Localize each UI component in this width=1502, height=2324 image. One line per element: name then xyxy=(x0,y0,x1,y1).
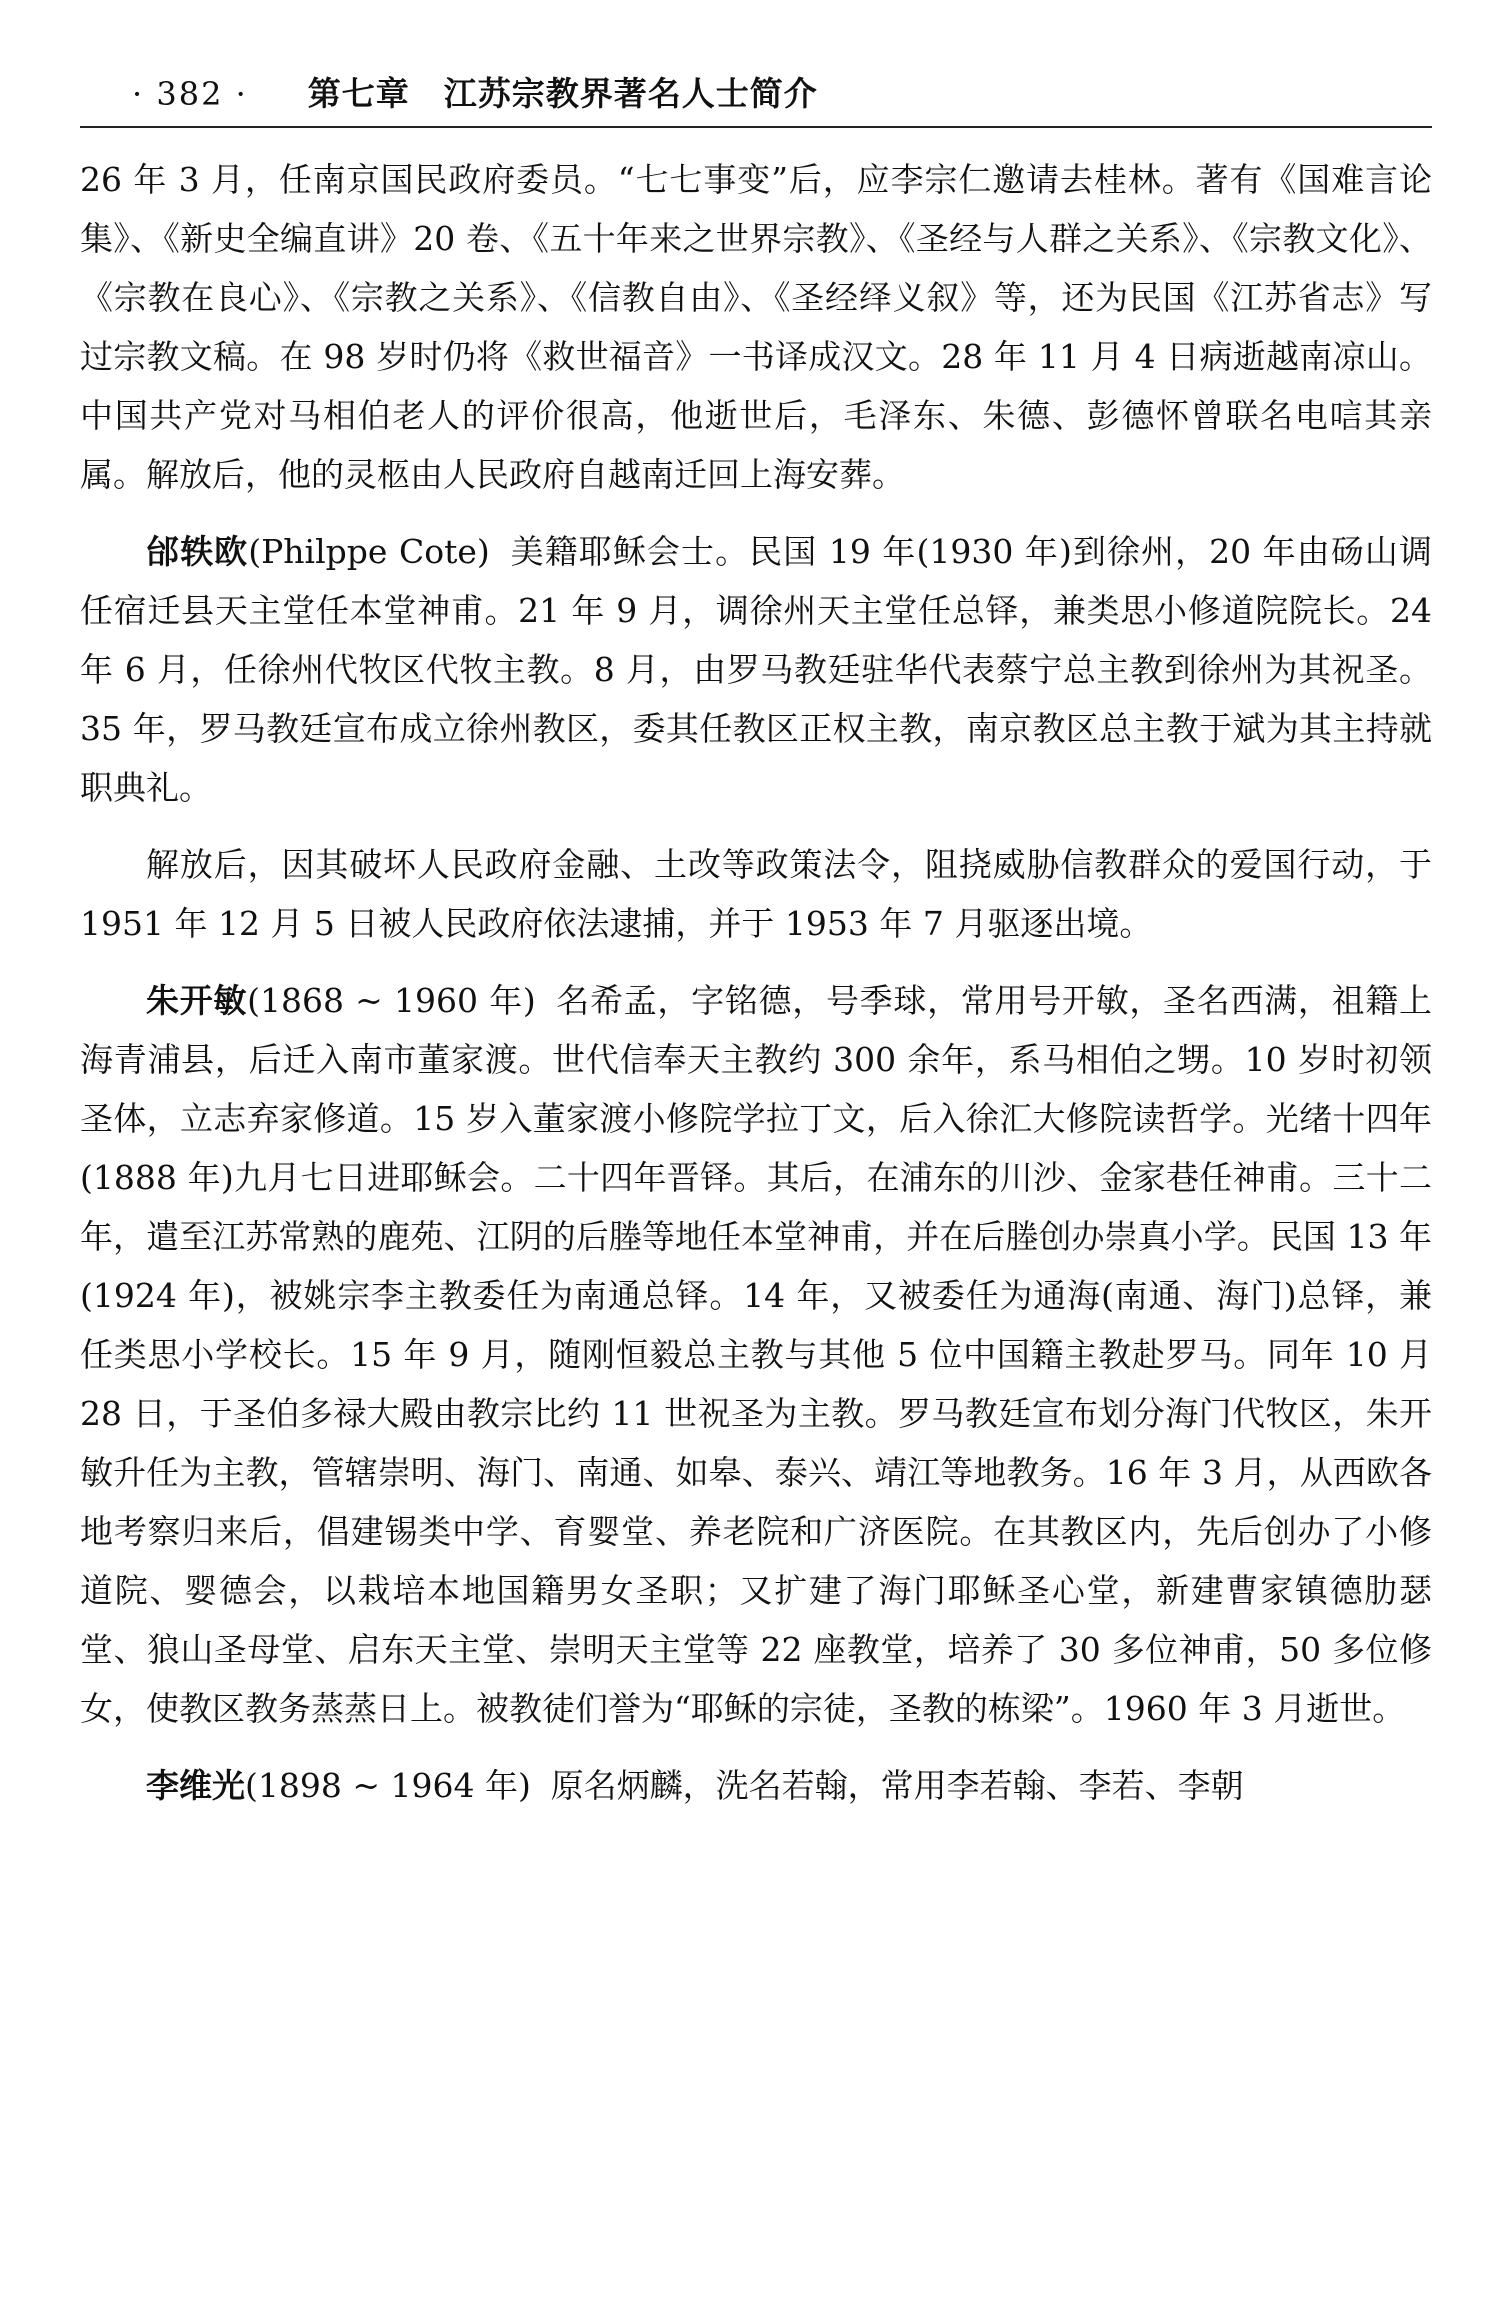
entry-meta: (1898 ~ 1964 年) xyxy=(245,1766,531,1805)
paragraph-text: 美籍耶稣会士。民国 19 年(1930 年)到徐州，20 年由砀山调任宿迁县天主堂任本堂神甫。21 年 9 月，调徐州天主堂任总铎，兼类思小修道院院长。24 年 6 月，任徐州代牧区代牧主教。8 月，由罗马教廷驻华代表蔡宁总主教到徐州为其祝圣。35 年，罗马教廷宣布成立徐州教区，委其任教区正权主教，南京教区总主教于斌为其主持就职典礼。 xyxy=(80,532,1432,807)
entry-meta: (Philppe Cote) xyxy=(248,532,490,571)
entry-name: 邰轶欧 xyxy=(146,532,249,571)
entry-paragraph xyxy=(80,971,1432,1738)
page-body xyxy=(80,150,1432,1815)
paragraph xyxy=(80,835,1432,953)
entry-paragraph xyxy=(80,1756,1432,1815)
running-header xyxy=(80,68,1432,122)
entry-meta: (1868 ~ 1960 年) xyxy=(247,981,536,1020)
paragraph-text: 26 年 3 月，任南京国民政府委员。“七七事变”后，应李宗仁邀请去桂林。著有《国难言论集》、《新史全编直讲》20 卷、《五十年来之世界宗教》、《圣经与人群之关系》、《宗教文化》、《宗教在良心》、《宗教之关系》、《信教自由》、《圣经绎义叙》等，还为民国《江苏省志》写过宗教文稿。在 98 岁时仍将《救世福音》一书译成汉文。28 年 11 月 4 日病逝越南凉山。中国共产党对马相伯老人的评价很高，他逝世后，毛泽东、朱德、彭德怀曾联名电唁其亲属。解放后，他的灵柩由人民政府自越南迁回上海安葬。 xyxy=(80,160,1432,494)
entry-name: 李维光 xyxy=(146,1766,245,1805)
chapter-title: 第七章 江苏宗教界著名人士简介 xyxy=(307,74,818,113)
entry-paragraph xyxy=(80,522,1432,817)
paragraph-text: 解放后，因其破坏人民政府金融、土改等政策法令，阻挠威胁信教群众的爱国行动，于 1951 年 12 月 5 日被人民政府依法逮捕，并于 1953 年 7 月驱逐出境。 xyxy=(80,845,1432,943)
paragraph-continuation xyxy=(80,150,1432,504)
header-rule xyxy=(80,126,1432,128)
page-number: · 382 · xyxy=(132,75,248,113)
paragraph-text: 名希孟，字铭德，号季球，常用号开敏，圣名西满，祖籍上海青浦县，后迁入南市董家渡。世代信奉天主教约 300 余年，系马相伯之甥。10 岁时初领圣体，立志弃家修道。15 岁入董家渡小修院学拉丁文，后入徐汇大修院读哲学。光绪十四年(1888 年)九月七日进耶稣会。二十四年晋铎。其后，在浦东的川沙、金家巷任神甫。三十二年，遣至江苏常熟的鹿苑、江阴的后塍等地任本堂神甫，并在后塍创办崇真小学。民国 13 年(1924 年)，被姚宗李主教委任为南通总铎。14 年，又被委任为通海(南通、海门)总铎，兼任类思小学校长。15 年 9 月，随刚恒毅总主教与其他 5 位中国籍主教赴罗马。同年 10 月 28 日，于圣伯多禄大殿由教宗比约 11 世祝圣为主教。罗马教廷宣布划分海门代牧区，朱开敏升任为主教，管辖崇明、海门、南通、如皋、泰兴、靖江等地教务。16 年 3 月，从西欧各地考察归来后，倡建锡类中学、育婴堂、养老院和广济医院。在其教区内，先后创办了小修道院、婴德会，以栽培本地国籍男女圣职；又扩建了海门耶稣圣心堂，新建曹家镇德肋瑟堂、狼山圣母堂、启东天主堂、崇明天主堂等 22 座教堂，培养了 30 多位神甫，50 多位修女，使教区教务蒸蒸日上。被教徒们誉为“耶稣的宗徒，圣教的栋梁”。1960 年 3 月逝世。 xyxy=(80,981,1432,1728)
paragraph-text: 原名炳麟，洗名若翰，常用李若翰、李若、李朝 xyxy=(550,1766,1244,1805)
entry-name: 朱开敏 xyxy=(146,981,248,1020)
